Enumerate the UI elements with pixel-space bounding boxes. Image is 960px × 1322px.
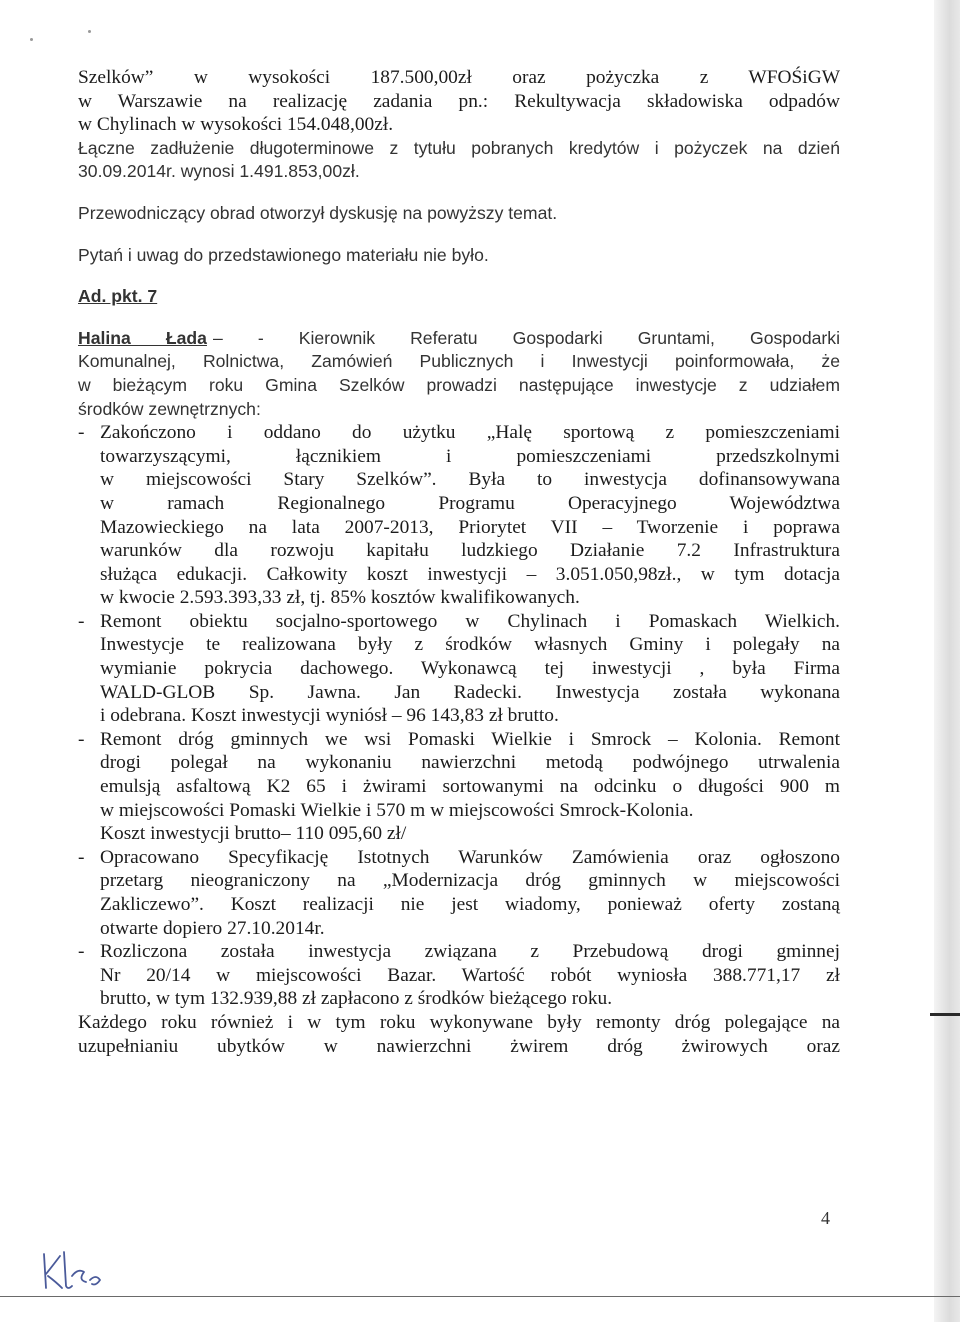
list-item <box>78 728 840 846</box>
speaker-line: Komunalnej, Rolnictwa, Zamówień Publicznych i Inwestycji poinformowała, że <box>78 351 840 372</box>
document-page <box>78 66 840 1058</box>
list-item-line: Zakończono i oddano do użytku „Halę sportową z pomieszczeniami <box>100 422 840 444</box>
scan-speck <box>30 38 33 41</box>
list-item <box>78 846 840 940</box>
list-dash: - <box>78 610 85 632</box>
intro-line: w Chylinach w wysokości 154.048,00zł. <box>78 114 394 136</box>
speaker-line <box>78 327 840 351</box>
closing-line: Każdego roku również i w tym roku wykonywane były remonty dróg polegające na <box>78 1011 840 1033</box>
closing-line: uzupełnianiu ubytków w nawierzchni żwirem dróg żwirowych oraz <box>78 1035 840 1057</box>
chair-discussion-text: Przewodniczący obrad otworzył dyskusję na powyższy temat. <box>78 202 558 223</box>
list-item-line: w ramach Regionalnego Programu Operacyjnego Województwa <box>100 492 840 514</box>
signature-icon <box>38 1246 128 1296</box>
list-item-line: drogi polegał na wykonaniu nawierzchni metodą podwójnego utrwalenia <box>100 752 840 774</box>
list-item-line: Zakliczewo”. Koszt realizacji nie jest wiadomy, ponieważ oferty zostaną <box>100 894 840 915</box>
list-item-line: otwarte dopiero 27.10.2014r. <box>100 917 325 939</box>
list-item-line: Mazowieckiego na lata 2007-2013, Priorytet VII – Tworzenie i poprawa <box>100 516 840 538</box>
no-questions-text: Pytań i uwag do przedstawionego materiału nie było. <box>78 244 489 265</box>
intro-line: 30.09.2014r. wynosi 1.491.853,00zł. <box>78 161 360 182</box>
speaker-name: Halina Łada <box>78 327 207 348</box>
list-item-line: Inwestycje te realizowana były z środków własnych Gminy i polegały na <box>100 634 840 656</box>
speaker-line: środków zewnętrznych: <box>78 398 261 419</box>
list-item-line: warunków dla rozwoju kapitału ludzkiego Działanie 7.2 Infrastruktura <box>100 540 840 562</box>
page-bottom-rule <box>0 1296 960 1297</box>
list-dash: - <box>78 728 85 750</box>
list-dash: - <box>78 422 85 444</box>
list-item-line: Opracowano Specyfikację Istotnych Warunków Zamówienia oraz ogłoszono <box>100 846 840 868</box>
list-item-line: Rozliczona została inwestycja związana z Przebudową drogi gminnej <box>100 941 840 963</box>
scan-speck <box>88 30 91 33</box>
list-item-line: Nr 20/14 w miejscowości Bazar. Wartość robót wyniosła 388.771,17 zł <box>100 964 840 986</box>
list-dash: - <box>78 846 85 868</box>
list-item <box>78 421 840 610</box>
scan-edge-mark <box>930 1013 960 1016</box>
list-item-line: Remont dróg gminnych we wsi Pomaski Wielkie i Smrock – Kolonia. Remont <box>100 728 840 750</box>
speaker-role: – - Kierownik Referatu Gospodarki Gruntami, Gospodarki <box>212 327 840 348</box>
list-item-line: emulsją asfaltową K2 65 i żwirami sortowanymi na odcinku o długości 900 m <box>100 776 840 798</box>
list-item <box>78 610 840 728</box>
list-item-line: w kwocie 2.593.393,33 zł, tj. 85% kosztów kwalifikowanych. <box>100 587 580 609</box>
intro-line: Szelków” w wysokości 187.500,00zł oraz pożyczka z WFOŚiGW <box>78 67 840 88</box>
list-item-line: Koszt inwestycji brutto– 110 095,60 zł/ <box>100 823 407 845</box>
list-item-line: przetarg nieograniczony na „Modernizacja dróg gminnych w miejscowości <box>100 870 840 892</box>
list-item-line: i odebrana. Koszt inwestycji wyniósł – 96 143,83 zł brutto. <box>100 705 559 727</box>
list-item <box>78 940 840 1011</box>
page-number: 4 <box>821 1208 830 1228</box>
list-item-line: w miejscowości Pomaski Wielkie i 570 m w miejscowości Smrock-Kolonia. <box>100 799 694 821</box>
scan-edge-shadow <box>934 0 960 1322</box>
list-item-line: Remont obiektu socjalno-sportowego w Chylinach i Pomaskach Wielkich. <box>100 610 840 632</box>
list-item-line: brutto, w tym 132.939,88 zł zapłacono z środków bieżącego roku. <box>100 988 613 1010</box>
list-item-line: służąca edukacji. Całkowity koszt inwestycji – 3.051.050,98zł., w tym dotacja <box>100 563 840 585</box>
list-item-line: towarzyszącymi, łącznikiem i pomieszczeniami przedszkolnymi <box>100 445 840 467</box>
speaker-line: w bieżącym roku Gmina Szelków prowadzi następujące inwestycje z udziałem <box>78 374 840 395</box>
list-item-line: WALD-GLOB Sp. Jawna. Jan Radecki. Inwestycja została wykonana <box>100 681 840 703</box>
list-dash: - <box>78 941 85 963</box>
signature-stroke <box>44 1252 100 1288</box>
intro-line: Łączne zadłużenie długoterminowe z tytułu pobranych kredytów i pożyczek na dzień <box>78 137 840 158</box>
section-heading: Ad. pkt. 7 <box>78 286 158 307</box>
list-item-line: w miejscowości Stary Szelków”. Była to inwestycja dofinansowywana <box>100 469 840 491</box>
list-item-line: wymianie pokrycia dachowego. Wykonawcą tej inwestycji , była Firma <box>100 658 840 680</box>
intro-line: w Warszawie na realizację zadania pn.: Rekultywacja składowiska odpadów <box>78 90 840 112</box>
